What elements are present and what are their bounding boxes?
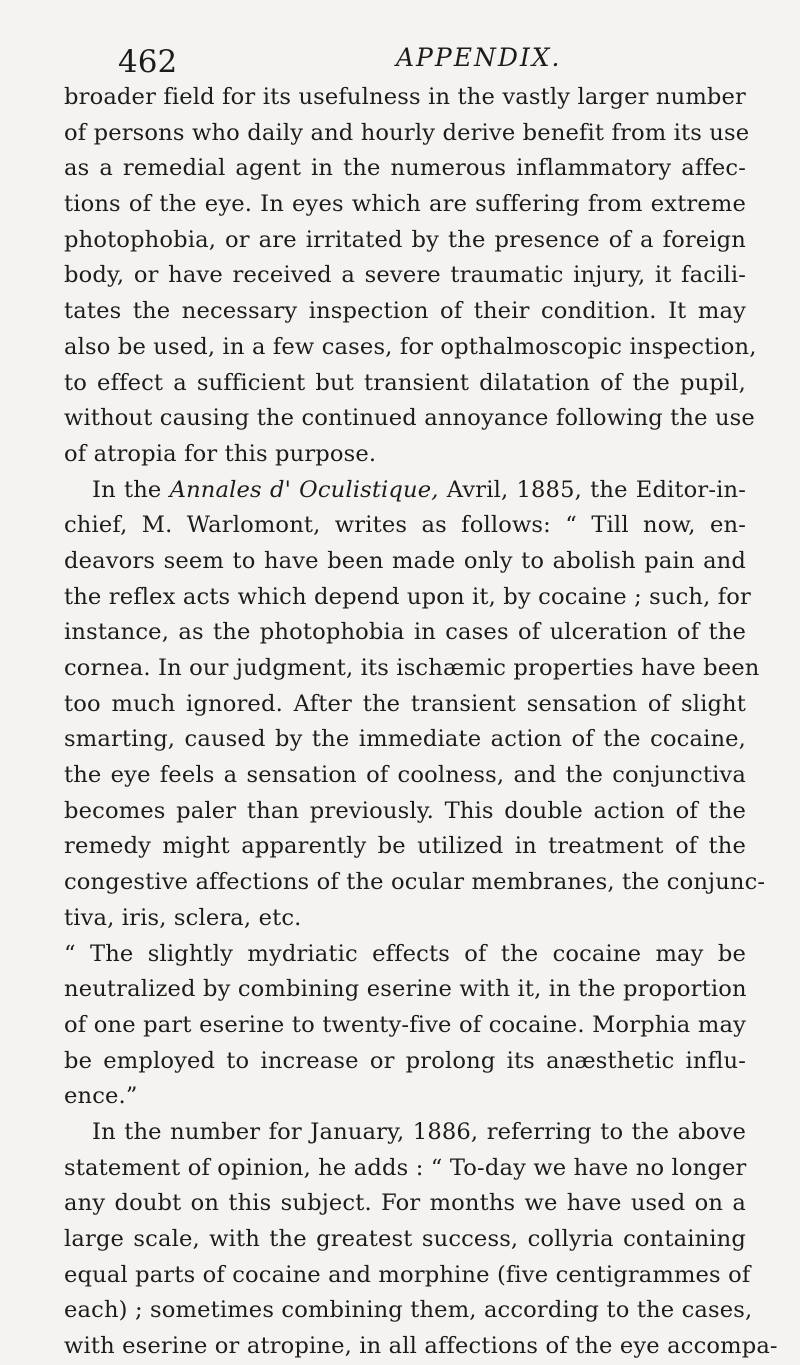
text-line: also be used, in a few cases, for opthalmoscopic inspection, xyxy=(64,333,757,360)
text-line: chief, M. Warlomont, writes as follows: “ Till now, en- xyxy=(64,512,746,539)
text-line: ence.” xyxy=(64,1083,138,1110)
text-line: of atropia for this purpose. xyxy=(64,440,377,467)
text-line: smarting, caused by the immediate action of the cocaine, xyxy=(64,726,746,753)
journal-title: Annales d' Oculistique, xyxy=(169,476,439,503)
text-line: In the number for January, 1886, referring to the above xyxy=(92,1118,746,1145)
text-line: tiva, iris, sclera, etc. xyxy=(64,904,302,931)
text-run: In the xyxy=(92,476,170,503)
paragraph xyxy=(64,473,766,937)
text-line: the eye feels a sensation of coolness, and the conjunctiva xyxy=(64,762,746,789)
text-line xyxy=(64,473,746,509)
text-line: photophobia, or are irritated by the presence of a foreign xyxy=(64,226,746,253)
text-line: broader field for its usefulness in the vastly larger number xyxy=(64,84,746,110)
body-text xyxy=(64,80,778,1365)
text-line: tions of the eye. In eyes which are suffering from extreme xyxy=(64,191,746,218)
text-line: body, or have received a severe traumatic injury, it facili- xyxy=(64,262,746,289)
text-line: of persons who daily and hourly derive benefit from its use xyxy=(64,119,750,146)
text-line: without causing the continued annoyance following the use xyxy=(64,405,755,432)
paragraph xyxy=(64,1115,778,1365)
text-line: deavors seem to have been made only to abolish pain and xyxy=(64,547,746,574)
running-head xyxy=(58,0,742,80)
paragraph xyxy=(64,937,746,1115)
page-number: 462 xyxy=(118,44,178,80)
text-line: tates the necessary inspection of their condition. It may xyxy=(64,298,746,325)
text-line: with eserine or atropine, in all affections of the eye accompa- xyxy=(64,1333,778,1360)
text-line: to effect a sufficient but transient dilatation of the pupil, xyxy=(64,369,746,396)
text-line: of one part eserine to twenty-five of cocaine. Morphia may xyxy=(64,1011,746,1038)
text-line: equal parts of cocaine and morphine (five centigrammes of xyxy=(64,1261,751,1288)
text-line: each) ; sometimes combining them, according to the cases, xyxy=(64,1297,753,1324)
text-line: any doubt on this subject. For months we have used on a xyxy=(64,1190,746,1217)
text-line: cornea. In our judgment, its ischæmic properties have been xyxy=(64,655,760,681)
text-line: “ The slightly mydriatic effects of the cocaine may be xyxy=(64,940,746,967)
text-line: neutralized by combining eserine with it, in the proportion xyxy=(64,976,747,1003)
text-line: large scale, with the greatest success, collyria containing xyxy=(64,1226,746,1252)
text-line: as a remedial agent in the numerous inflammatory affec- xyxy=(64,155,746,182)
text-run: Avril, 1885, the Editor-in- xyxy=(438,476,747,503)
text-line: congestive affections of the ocular membranes, the conjunc- xyxy=(64,869,766,896)
text-line: statement of opinion, he adds : “ To-day we have no longer xyxy=(64,1154,747,1181)
text-line: too much ignored. After the transient sensation of slight xyxy=(64,690,746,717)
text-line: becomes paler than previously. This double action of the xyxy=(64,797,746,824)
paragraph xyxy=(64,80,757,473)
text-line: instance, as the photophobia in cases of ulceration of the xyxy=(64,619,746,646)
running-head-title: APPENDIX. xyxy=(396,43,562,72)
text-line: the reflex acts which depend upon it, by cocaine ; such, for xyxy=(64,583,751,610)
text-line: be employed to increase or prolong its anæsthetic influ- xyxy=(64,1047,746,1074)
text-line: remedy might apparently be utilized in treatment of the xyxy=(64,833,746,860)
